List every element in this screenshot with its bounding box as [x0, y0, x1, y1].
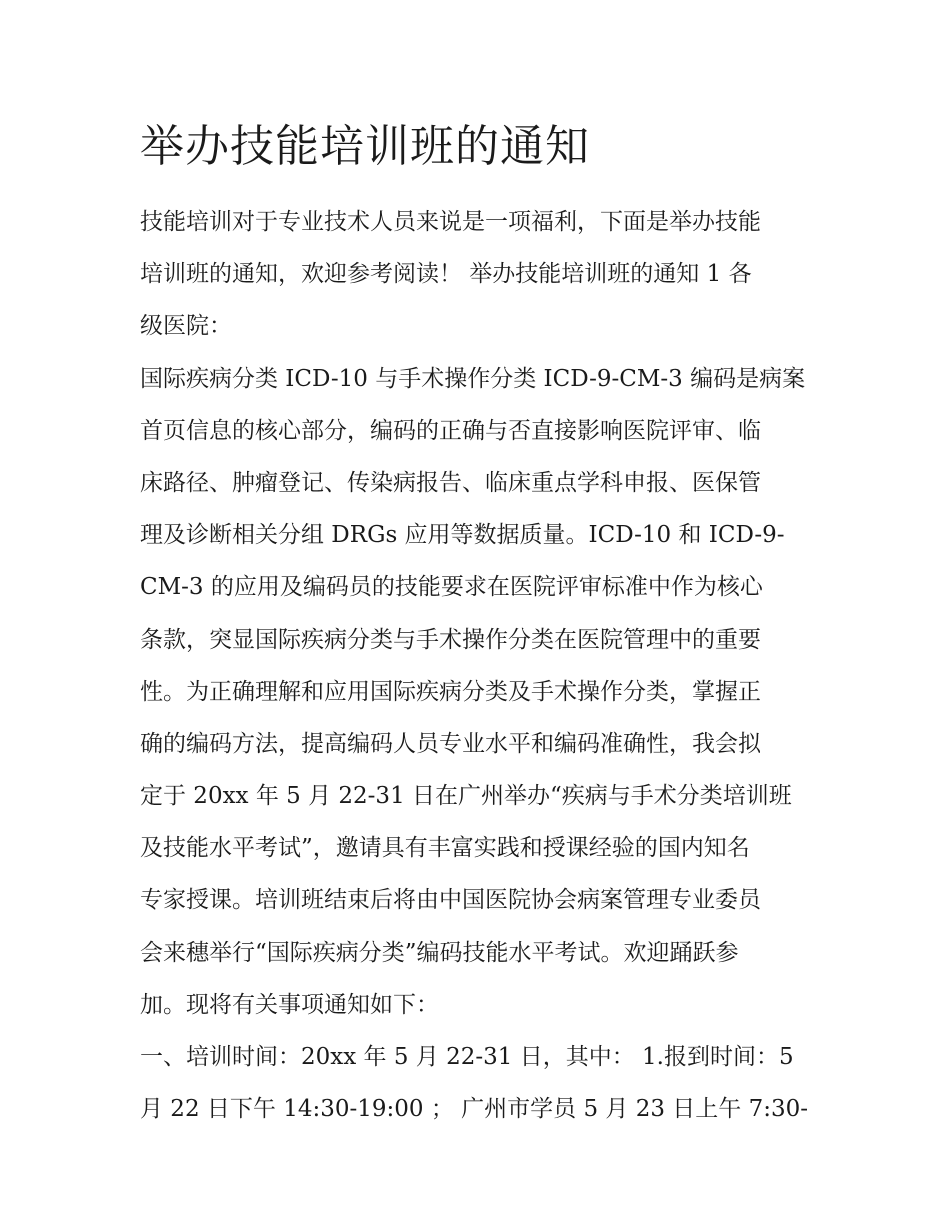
- body-line: 技能培训对于专业技术人员来说是一项福利，下面是举办技能: [140, 209, 761, 235]
- body-line: 首页信息的核心部分，编码的正确与否直接影响医院评审、临: [140, 417, 761, 444]
- body-line: 一、培训时间：20xx 年 5 月 22-31 日，其中： 1.报到时间：5: [140, 1044, 794, 1070]
- body-line: 性。为正确理解和应用国际疾病分类及手术操作分类，掌握正: [140, 678, 761, 705]
- body-line: 定于 20xx 年 5 月 22-31 日在广州举办“疾病与手术分类培训班: [140, 783, 792, 810]
- body-line: 确的编码方法，提高编码人员专业水平和编码准确性，我会拟: [140, 730, 761, 757]
- body-line: 专家授课。培训班结束后将由中国医院协会病案管理专业委员: [140, 887, 761, 914]
- body-line: 理及诊断相关分组 DRGs 应用等数据质量。ICD-10 和 ICD-9-: [140, 522, 785, 549]
- body-line: 加。现将有关事项通知如下：: [140, 991, 439, 1018]
- document-body: [140, 196, 820, 1135]
- body-line: 床路径、肿瘤登记、传染病报告、临床重点学科申报、医保管: [140, 469, 761, 496]
- body-line: 国际疾病分类 ICD-10 与手术操作分类 ICD-9-CM-3 编码是病案: [140, 365, 806, 392]
- document-title: 举办技能培训班的通知: [140, 121, 590, 172]
- body-line: 及技能水平考试”，邀请具有丰富实践和授课经验的国内知名: [140, 835, 750, 862]
- body-line: 会来穗举行“国际疾病分类”编码技能水平考试。欢迎踊跃参: [140, 939, 739, 966]
- body-line: 月 22 日下午 14:30-19:00 ； 广州市学员 5 月 23 日上午 7:30-: [140, 1096, 809, 1123]
- body-line: 培训班的通知，欢迎参考阅读！ 举办技能培训班的通知 1 各: [140, 261, 752, 288]
- body-line: 级医院：: [140, 313, 232, 340]
- body-line: CM-3 的应用及编码员的技能要求在医院评审标准中作为核心: [140, 574, 763, 601]
- body-line: 条款，突显国际疾病分类与手术操作分类在医院管理中的重要: [140, 626, 761, 653]
